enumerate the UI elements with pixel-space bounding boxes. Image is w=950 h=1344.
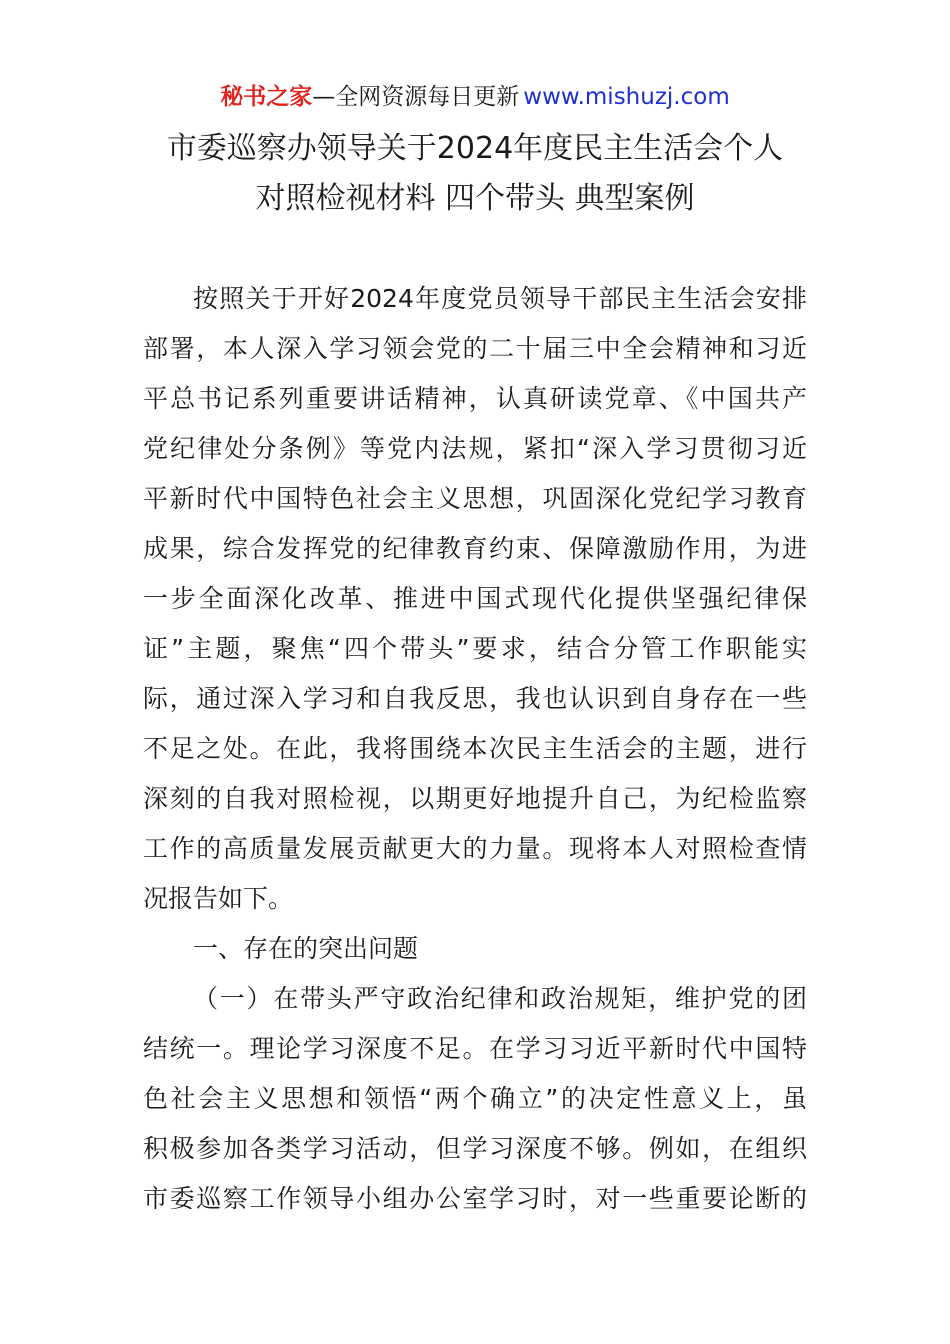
text-line: 部署，本人深入学习领会党的二十届三中全会精神和习近 — [143, 334, 807, 363]
text-line: 结统一。理论学习深度不足。在学习习近平新时代中国特 — [143, 1034, 807, 1063]
text-line: 证”主题，聚焦“四个带头”要求，结合分管工作职能实 — [143, 634, 807, 663]
header-slogan: —全网资源每日更新 — [312, 84, 520, 110]
title-line-2: 对照检视材料 四个带头 典型案例 — [255, 181, 695, 216]
text-line: 工作的高质量发展贡献更大的力量。现将本人对照检查情 — [143, 834, 807, 863]
paragraph-section-1 — [143, 974, 807, 1224]
text-line: 色社会主义思想和领悟“两个确立”的决定性意义上，虽 — [143, 1084, 807, 1113]
text-line: 按照关于开好2024年度党员领导干部民主生活会安排 — [193, 284, 807, 313]
text-line: 成果，综合发挥党的纪律教育约束、保障激励作用，为进 — [143, 534, 807, 563]
paragraph-intro — [143, 274, 807, 924]
section-heading — [143, 924, 807, 974]
text-line: 况报告如下。 — [143, 884, 294, 913]
document-body — [143, 274, 807, 1224]
title-line-1: 市委巡察办领导关于2024年度民主生活会个人 — [166, 131, 784, 166]
text-line: （一）在带头严守政治纪律和政治规矩，维护党的团 — [193, 984, 807, 1013]
text-line: 党纪律处分条例》等党内法规，紧扣“深入学习贯彻习近 — [143, 434, 807, 463]
site-header — [0, 80, 950, 114]
text-line: 市委巡察工作领导小组办公室学习时，对一些重要论断的 — [143, 1184, 807, 1213]
document-title — [100, 124, 850, 224]
text-line: 一步全面深化改革、推进中国式现代化提供坚强纪律保 — [143, 584, 807, 613]
text-line: 不足之处。在此，我将围绕本次民主生活会的主题，进行 — [143, 734, 807, 763]
brand-name: 秘书之家 — [220, 84, 313, 110]
heading-line: 一、存在的突出问题 — [193, 934, 419, 963]
text-line: 积极参加各类学习活动，但学习深度不够。例如，在组织 — [143, 1134, 807, 1163]
site-url-link[interactable]: www.mishuzj.com — [523, 84, 730, 110]
text-line: 深刻的自我对照检视，以期更好地提升自己，为纪检监察 — [143, 784, 807, 813]
text-line: 平总书记系列重要讲话精神，认真研读党章、《中国共产 — [143, 384, 807, 413]
text-line: 际，通过深入学习和自我反思，我也认识到自身存在一些 — [143, 684, 807, 713]
text-line: 平新时代中国特色社会主义思想，巩固深化党纪学习教育 — [143, 484, 807, 513]
